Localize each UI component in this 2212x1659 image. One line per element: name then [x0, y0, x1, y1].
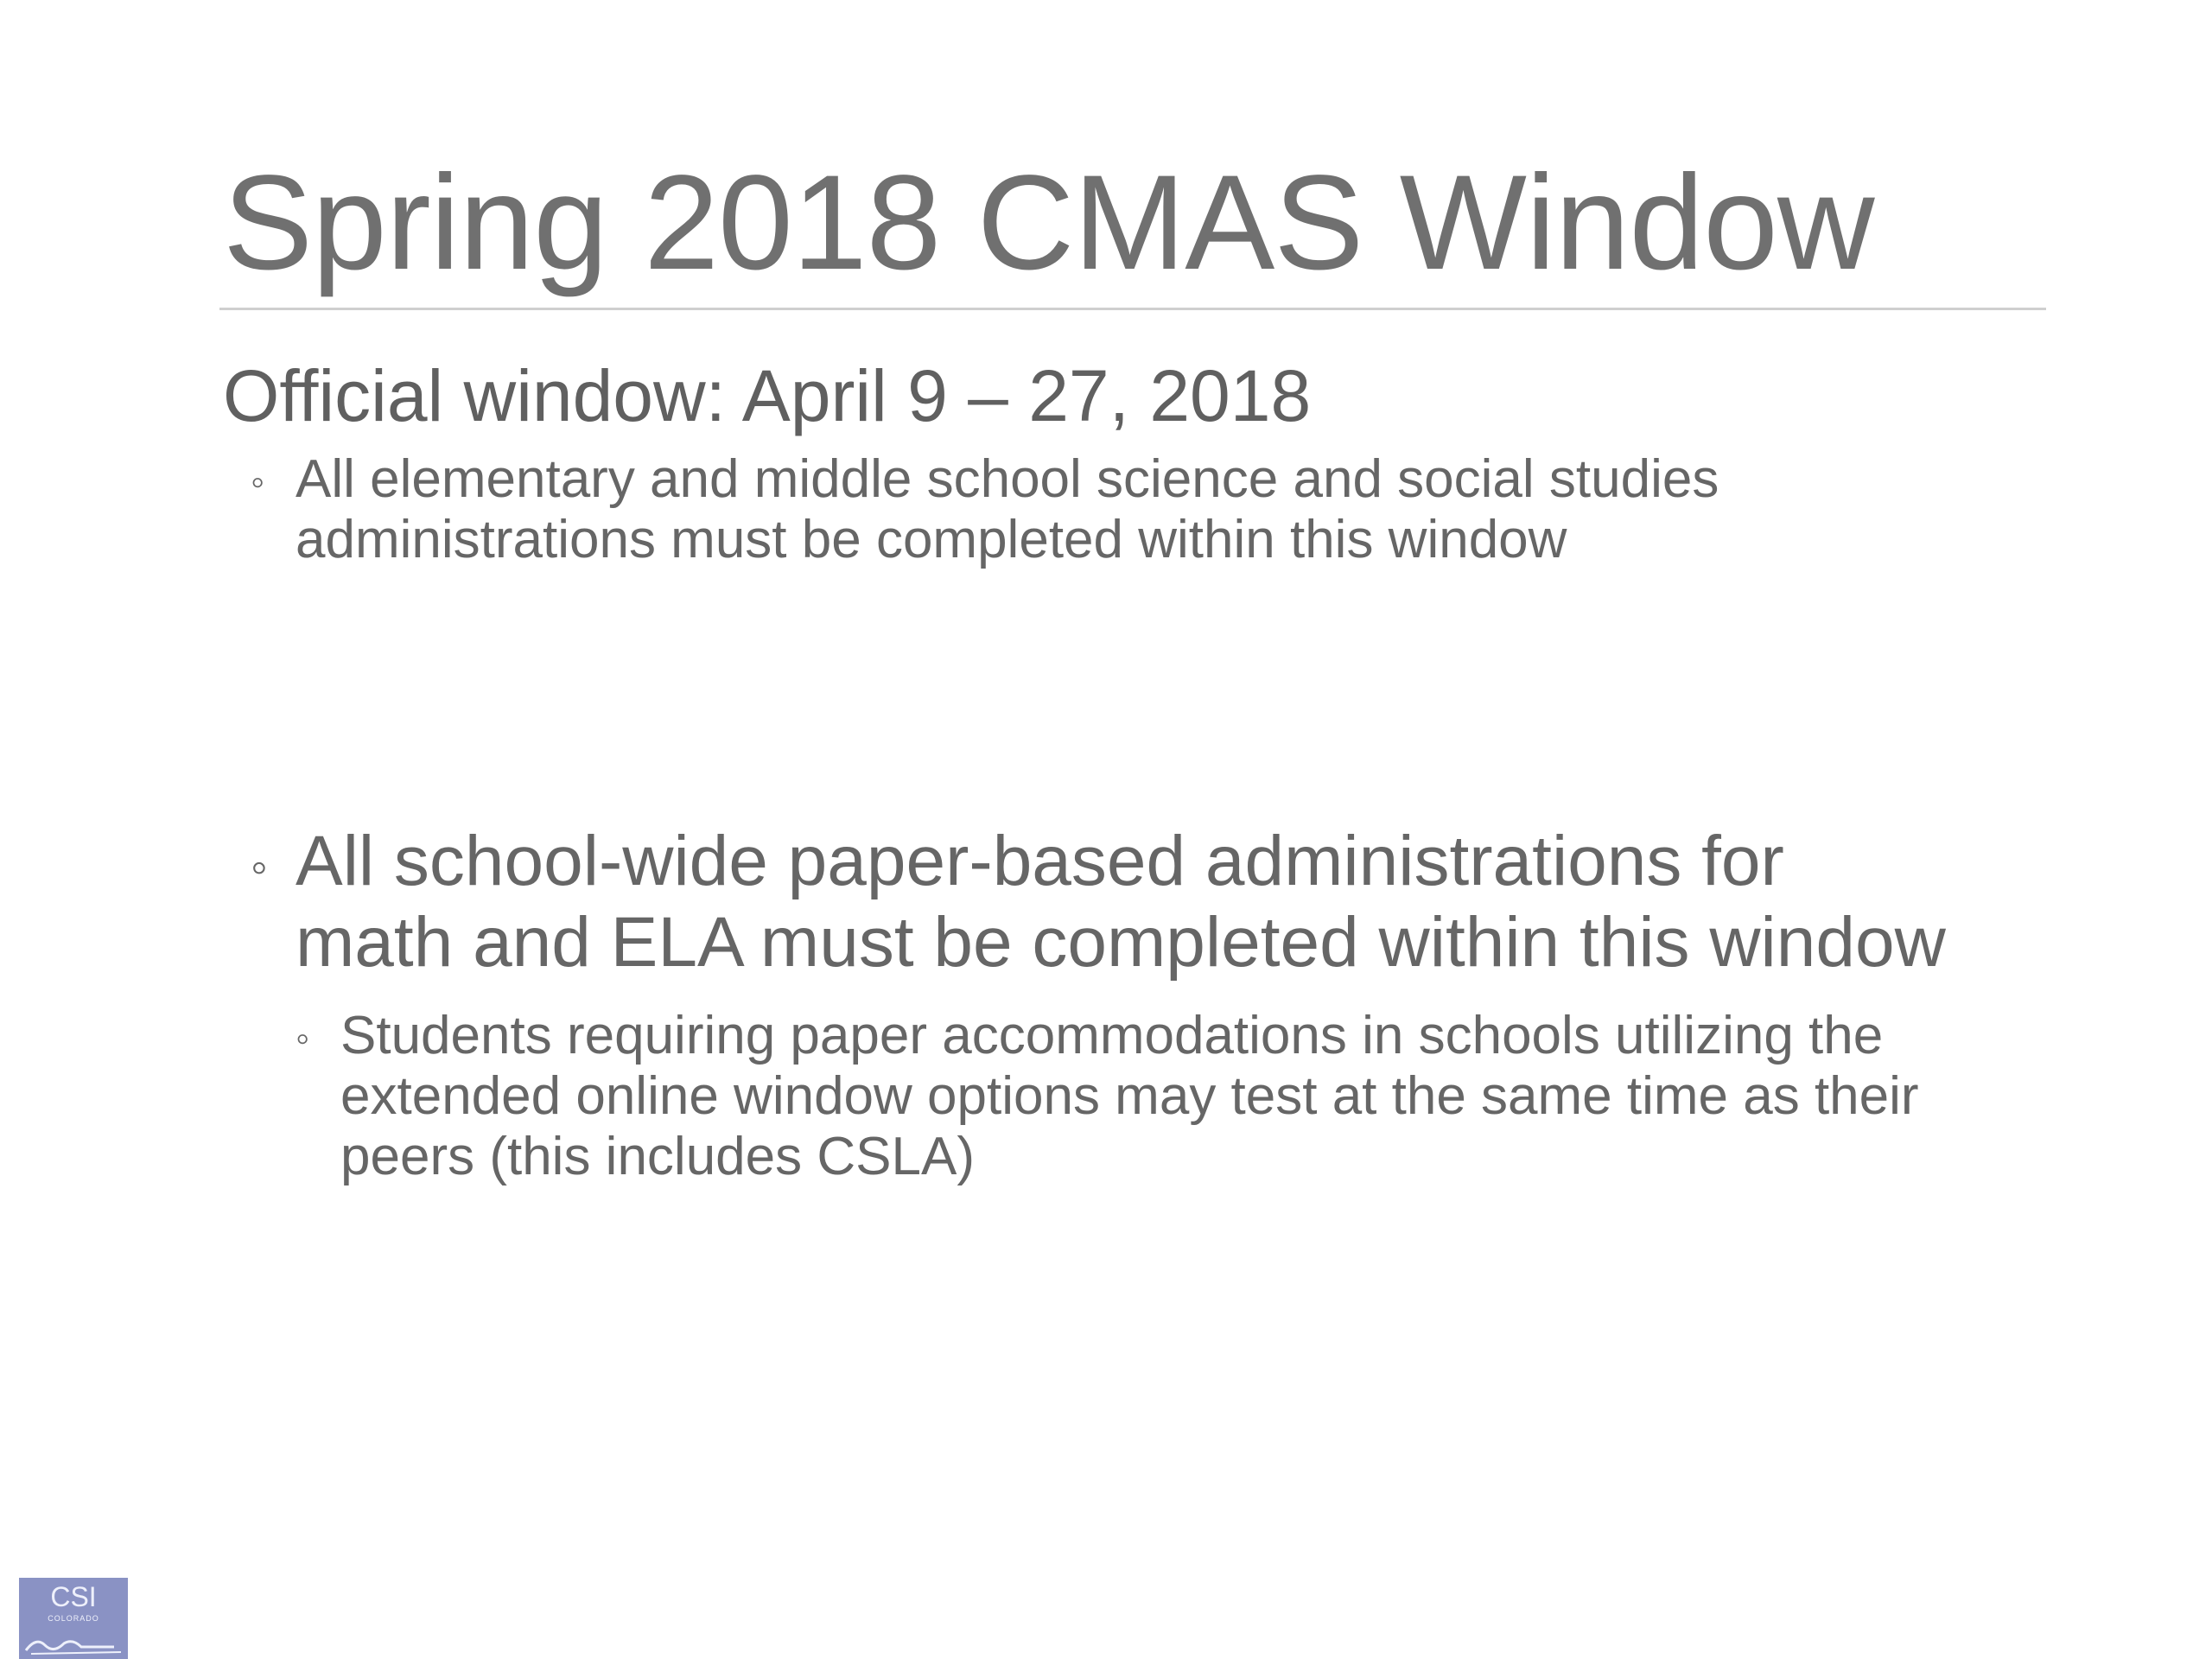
bullet-marker: ◦ [296, 1015, 310, 1060]
bullet-line: All elementary and middle school science and social studies [296, 449, 1719, 509]
csi-colorado-logo [19, 1578, 128, 1659]
bullet-text [340, 1006, 1919, 1187]
bullet-text [296, 821, 1946, 983]
bullet-line: All school-wide paper-based administrations for [296, 822, 1784, 900]
mountain-logo-icon [19, 1626, 128, 1659]
slide-title: Spring 2018 CMAS Window [223, 148, 1874, 298]
logo-text: CSI [50, 1581, 97, 1612]
bullet-text [296, 449, 1719, 570]
bullet-line: extended online window options may test at the same time as their [340, 1066, 1919, 1126]
bullet-marker: ◦ [251, 459, 265, 504]
bullet-line: peers (this includes CSLA) [340, 1127, 975, 1186]
title-divider [219, 308, 2046, 310]
bullet-marker: ◦ [251, 839, 268, 893]
logo-subtext: COLORADO [48, 1614, 99, 1623]
bullet-line: math and ELA must be completed within this window [296, 903, 1946, 982]
bullet-line: Students requiring paper accommodations in schools utilizing the [340, 1006, 1884, 1065]
official-window-heading: Official window: April 9 – 27, 2018 [223, 355, 1312, 436]
bullet-line: administrations must be completed within this window [296, 510, 1567, 569]
